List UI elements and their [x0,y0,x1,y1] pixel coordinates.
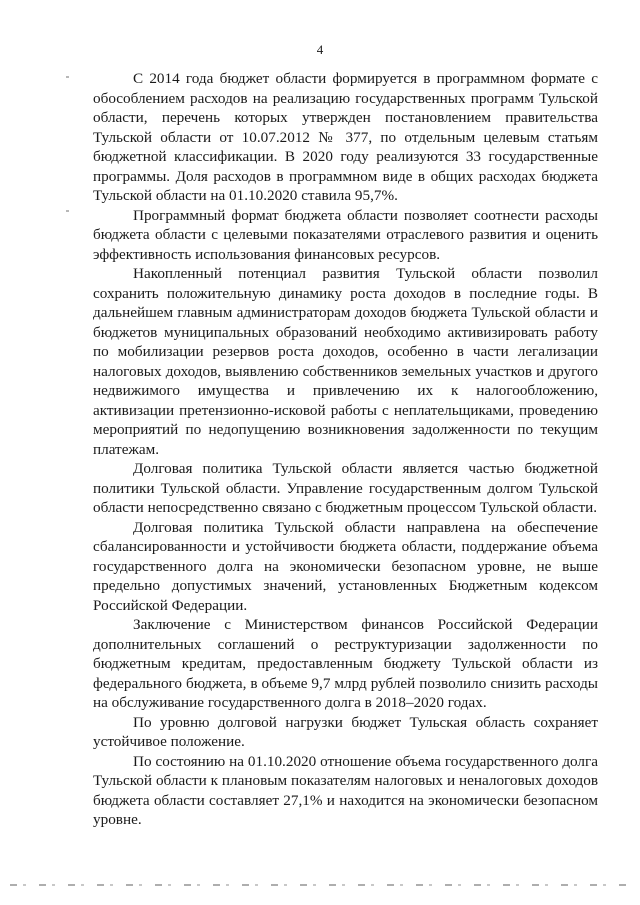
document-body [93,69,598,830]
paragraph-debt-policy-goals: Долговая политика Тульской области направлена на обеспечение сбалансированности и устойчивости бюджета области, поддержание объема государственного долга на экономически безопасном уровне, не выше предельно допустимых значений, установленных Бюджетным кодексом Российской Федерации. [93,518,598,614]
paragraph-program-format: С 2014 года бюджет области формируется в программном формате с обособлением расходов на реализацию государственных программ Тульской области, перечень которых утвержден постановлением правительства Тульской области от 10.07.2012 № 377, по отдельным целевым статьям бюджетной классификации. В 2020 году реализуются 33 государственные программы. Доля расходов в программном виде в общих расходах бюджета Тульской области на 01.10.2020 ставила 95,7%. [93,70,598,204]
scan-edge-noise [10,884,630,886]
paragraph-restructuring: Заключение с Министерством финансов Российской Федерации дополнительных соглашений о реструктуризации задолженности по бюджетным кредитам, предоставленным бюджету Тульской области из федерального бюджета, в объеме 9,7 млрд рублей позволило снизить расходы на обслуживание государственного долга в 2018–2020 годах. [93,616,598,711]
paragraph-debt-ratio: По состоянию на 01.10.2020 отношение объема государственного долга Тульской области к плановым показателям налоговых и неналоговых доходов бюджета области составляет 27,1% и находится на экономически безопасном уровне. [93,752,598,828]
scan-mark [66,210,69,212]
paragraph-program-budget-benefits: Программный формат бюджета области позволяет соотнести расходы бюджета области с целевыми показателями отраслевого развития и оценить эффективность использования финансовых ресурсов. [93,206,598,263]
paragraph-debt-load: По уровню долговой нагрузки бюджет Тульская область сохраняет устойчивое положение. [93,713,598,750]
page-number: 4 [316,42,324,57]
paragraph-revenue-growth: Накопленный потенциал развития Тульской области позволил сохранить положительную динамику роста доходов в последние годы. В дальнейшем главным администраторам доходов бюджета Тульской области и бюджетов муниципальных образований необходимо активизировать работу по мобилизации резервов роста доходов, особенно в части легализации налоговых доходов, выявлению собственников земельных участков и другого недвижимого имущества и привлечению их к налогообложению, активизации претензионно-исковой работы с неплательщиками, проведению мероприятий по недопущению возникновения задолженности по текущим платежам. [93,265,598,458]
scan-mark [66,76,69,78]
paragraph-debt-policy: Долговая политика Тульской области является частью бюджетной политики Тульской области. Управление государственным долгом Тульской области непосредственно связано с бюджетным процессом Тульской области. [93,460,598,516]
